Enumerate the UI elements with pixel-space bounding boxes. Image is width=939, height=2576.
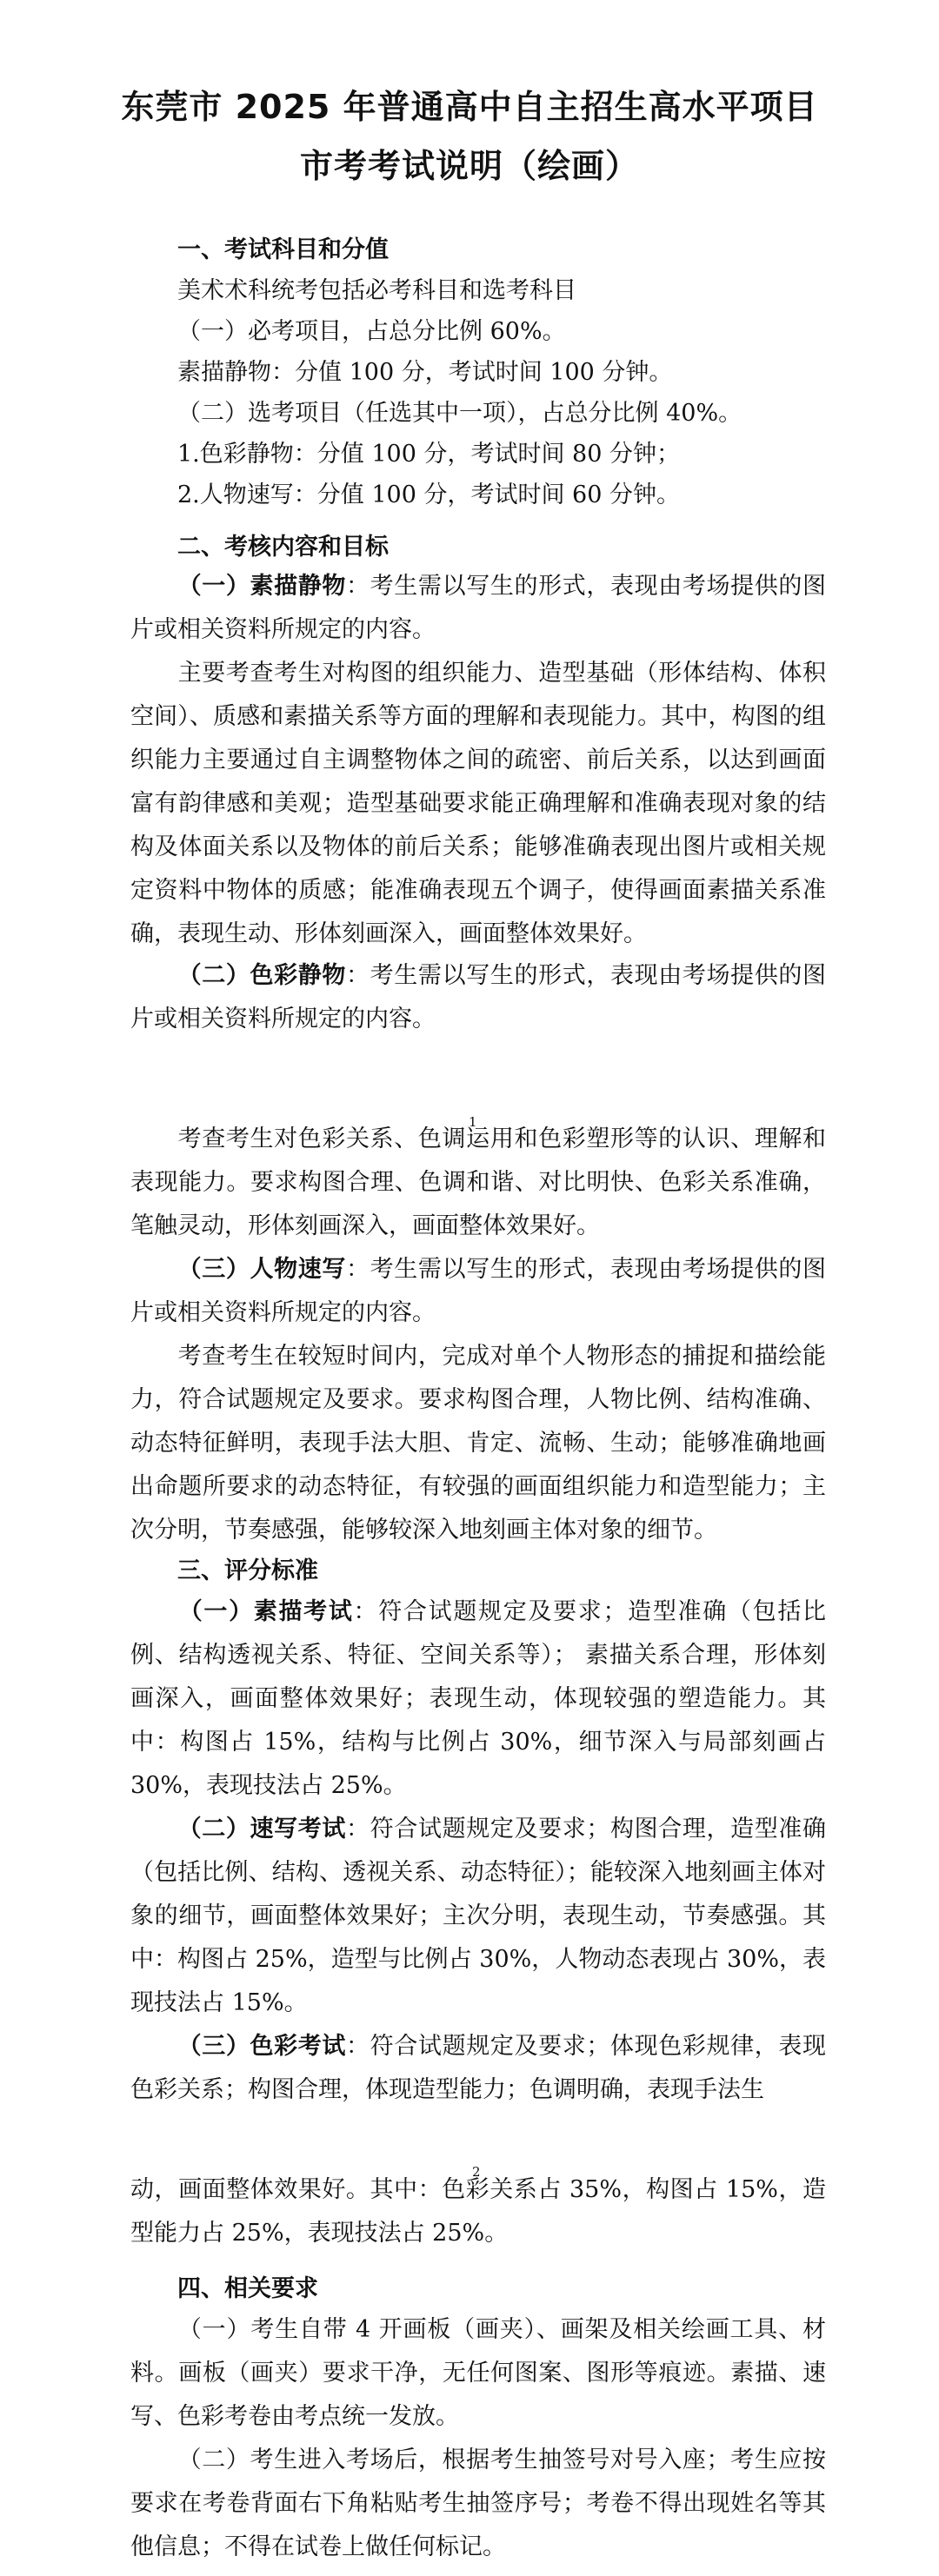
- section-1-elective-item-1: 1.色彩静物：分值 100 分，考试时间 80 分钟；: [177, 441, 680, 468]
- section-4-paragraph-1: [130, 2308, 826, 2439]
- section-3-p2-label: （二）速写考试: [177, 1816, 347, 1842]
- section-2-heading: 二、考核内容和目标: [177, 534, 389, 561]
- section-2-paragraph-1: [130, 565, 826, 652]
- section-2-paragraph-3: [130, 954, 826, 1041]
- section-4-p1-text: （一）考生自带 4 开画板（画夹）、画架及相关绘画工具、材料。画板（画夹）要求干净，无任何图案、图形等痕迹。素描、速写、色彩考卷由考点统一发放。: [130, 2316, 826, 2430]
- section-3-paragraph-1: [130, 1590, 826, 1808]
- section-4-paragraph-2: [130, 2439, 826, 2569]
- section-2-paragraph-4: [130, 1118, 826, 1248]
- section-3-p3-label: （三）色彩考试: [177, 2033, 347, 2060]
- section-1-elective-label: （二）选考项目（任选其中一项），占总分比例 40%。: [177, 400, 743, 427]
- section-2-p3-label: （二）色彩静物: [177, 962, 347, 989]
- section-2-p4-text: 考查考生对色彩关系、色调运用和色彩塑形等的认识、理解和表现能力。要求构图合理、色调和谐、对比明快、色彩关系准确，笔触灵动，形体刻画深入，画面整体效果好。: [130, 1125, 826, 1239]
- section-2-p3-text: ：考生需以写生的形式，表现由考场提供的图片或相关资料所规定的内容。: [130, 962, 827, 1032]
- section-2-paragraph-5: [130, 1248, 826, 1335]
- section-3-p4-text: 动，画面整体效果好。其中：色彩关系占 35%，构图占 15%，造型能力占 25%，表现技法占 25%。: [130, 2176, 826, 2247]
- section-4-heading: 四、相关要求: [177, 2275, 318, 2302]
- section-2-p5-text: ：考生需以写生的形式，表现由考场提供的图片或相关资料所规定的内容。: [130, 1256, 827, 1326]
- section-3-p1-label: （一）素描考试: [177, 1598, 354, 1625]
- section-2-p1-text: ：考生需以写生的形式，表现由考场提供的图片或相关资料所规定的内容。: [130, 573, 827, 643]
- section-3-p3-text: ：符合试题规定及要求；体现色彩规律，表现色彩关系；构图合理，体现造型能力；色调明确，表现手法生: [130, 2033, 827, 2103]
- section-2-p2-text: 主要考查考生对构图的组织能力、造型基础（形体结构、体积空间）、质感和素描关系等方面的理解和表现能力。其中，构图的组织能力主要通过自主调整物体之间的疏密、前后关系，以达到画面富有韵律感和美观；造型基础要求能正确理解和准确表现对象的结构及体面关系以及物体的前后关系；能够准确表现出图片或相关规定资料中物体的质感；能准确表现五个调子，使得画面素描关系准确，表现生动、形体刻画深入，画面整体效果好。: [130, 660, 826, 947]
- section-2-p1-label: （一）素描静物: [177, 573, 347, 600]
- section-1-required-label: （一）必考项目，占总分比例 60%。: [177, 318, 566, 345]
- document-title-line-1: 东莞市 2025 年普通高中自主招生高水平项目: [121, 88, 818, 126]
- section-1-heading: 一、考试科目和分值: [177, 236, 389, 263]
- document-title-line-2: 市考考试说明（绘画）: [299, 147, 639, 185]
- section-1-intro: 美术术科统考包括必考科目和选考科目: [177, 277, 576, 304]
- section-3-heading: 三、评分标准: [177, 1557, 318, 1584]
- section-1-elective-item-2: 2.人物速写：分值 100 分，考试时间 60 分钟。: [177, 481, 680, 508]
- section-4-p2-text: （二）考生进入考场后，根据考生抽签号对号入座；考生应按要求在考卷背面右下角粘贴考生抽签序号；考卷不得出现姓名等其他信息；不得在试卷上做任何标记。: [130, 2447, 826, 2560]
- section-3-p2-text: ：符合试题规定及要求；构图合理，造型准确（包括比例、结构、透视关系、动态特征）；能较深入地刻画主体对象的细节，画面整体效果好；主次分明，表现生动，节奏感强。其中：构图占 25%，造型与比例占 30%，人物动态表现占 30%，表现技法占 15%。: [130, 1816, 827, 2016]
- section-2-p6-text: 考查考生在较短时间内，完成对单个人物形态的捕捉和描绘能力，符合试题规定及要求。要求构图合理，人物比例、结构准确、动态特征鲜明，表现手法大胆、肯定、流畅、生动；能够准确地画出命题所要求的动态特征，有较强的画面组织能力和造型能力；主次分明，节奏感强，能够较深入地刻画主体对象的细节。: [130, 1343, 826, 1544]
- section-3-paragraph-2: [130, 1808, 826, 2025]
- section-2-p5-label: （三）人物速写: [177, 1256, 347, 1283]
- section-2-paragraph-2: [130, 652, 826, 956]
- section-3-paragraph-4: [130, 2168, 826, 2255]
- page-number-1: 1: [469, 1114, 477, 1130]
- section-3-paragraph-3: [130, 2025, 826, 2112]
- section-3-p1-text: ：符合试题规定及要求；造型准确（包括比例、结构透视关系、特征、空间关系等）； 素描关系合理，形体刻画深入，画面整体效果好；表现生动，体现较强的塑造能力。其中：构图占 15%，结构与比例占 30%，细节深入与局部刻画占 30%，表现技法占 25%。: [130, 1598, 827, 1799]
- section-2-paragraph-6: [130, 1335, 826, 1552]
- page-number-2: 2: [472, 2164, 481, 2180]
- section-1-required-item: 素描静物：分值 100 分，考试时间 100 分钟。: [177, 359, 673, 386]
